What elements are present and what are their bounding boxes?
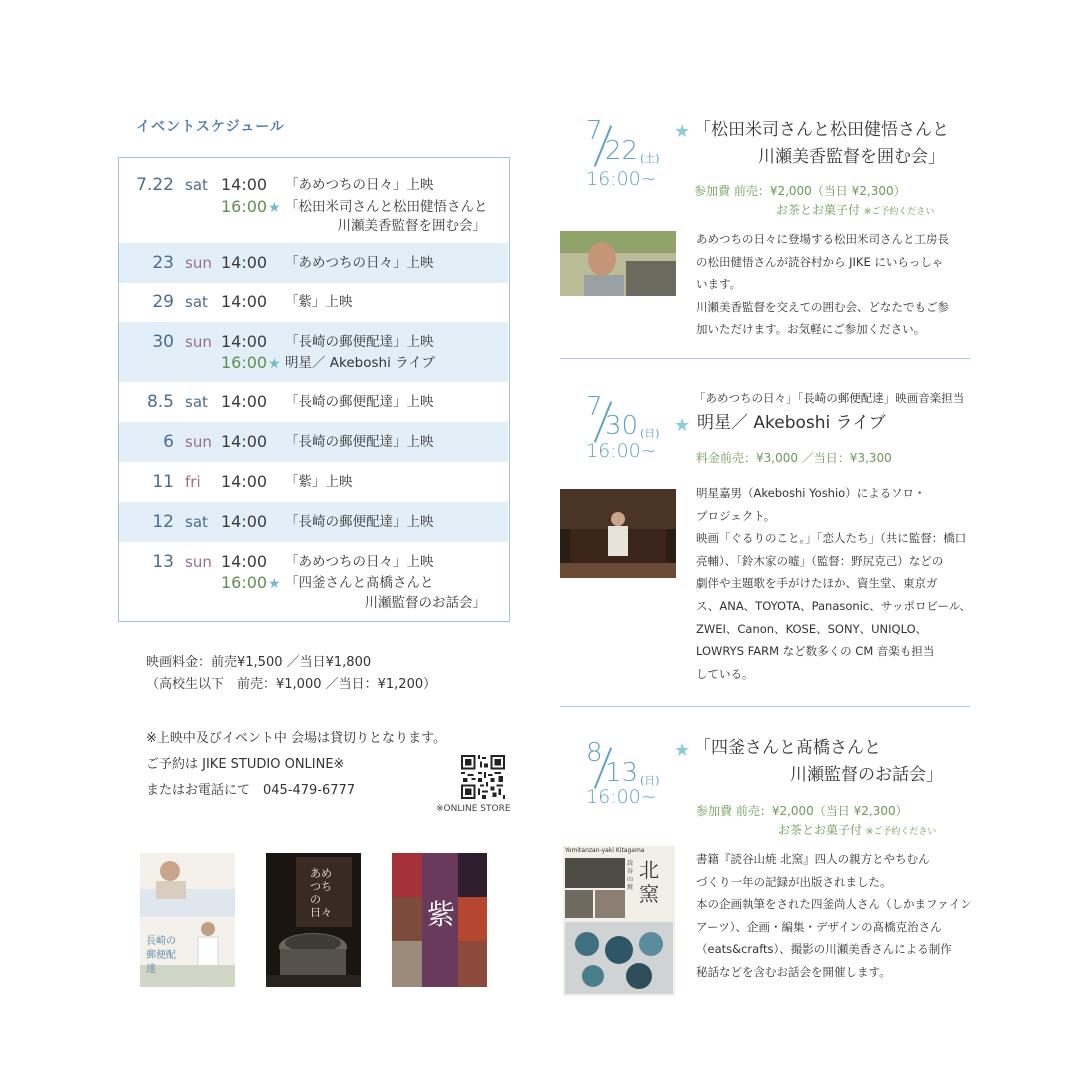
row-date: 29	[152, 292, 174, 312]
body-line: 映画「ぐるりのこと。」「恋人たち」（共に監督：橋口	[696, 531, 967, 546]
row-time: 14:00	[221, 552, 268, 571]
fee-extra: お茶とお菓子付	[778, 823, 863, 837]
event-subtitle: 「あめつちの日々」「長崎の郵便配達」映画音楽担当	[694, 391, 965, 405]
body-line: 書籍『読谷山焼 北窯』四人の親方とやちむん	[696, 852, 930, 866]
row-title: 「紫」上映	[285, 474, 353, 490]
event-time: 16:00~	[586, 440, 657, 462]
book-label: Yomitanzan-yaki Kitagama	[565, 847, 645, 854]
row-title: 「紫」上映	[285, 294, 353, 310]
event-day: 13	[605, 758, 639, 788]
schedule-row	[119, 158, 508, 243]
row-title: 「あめつちの日々」上映	[285, 255, 434, 271]
row-day: sat	[185, 293, 208, 311]
row-day: sat	[185, 176, 208, 194]
event-title-line: 「松田米司さんと松田健悟さんと	[694, 120, 949, 140]
event-fee-extra	[776, 201, 934, 218]
row-title: 「あめつちの日々」上映	[285, 177, 434, 193]
body-line: ス、ANA、TOYOTA、Panasonic、サッポロビール、	[696, 598, 971, 613]
event-month: 7	[586, 116, 603, 146]
book-subtitle: 読谷山焼	[627, 860, 634, 891]
event-fee: 参加費 前売：¥2,000（当日 ¥2,300）	[696, 804, 908, 818]
body-line: あめつちの日々に登場する松田米司さんと工房長	[696, 232, 949, 246]
body-line: 秘話などを含むお話会を開催します。	[696, 964, 891, 979]
body-line: 加いただけます。お気軽にご参加ください。	[696, 322, 926, 337]
row-title-line2: 川瀬監督のお話会」	[364, 595, 486, 611]
star-icon: ★	[674, 740, 691, 761]
event-date	[586, 116, 676, 196]
row-title: 「長崎の郵便配達」上映	[285, 334, 434, 350]
row-date: 8.5	[146, 392, 174, 412]
row-time: 14:00	[221, 512, 268, 531]
event-fee: 参加費 前売：¥2,000（当日 ¥2,300）	[694, 184, 906, 198]
row-day: sat	[185, 393, 208, 411]
body-line: 本の企画執筆をされた四釜尚人さん（しかまファイン	[696, 897, 972, 912]
event-time: 16:00~	[586, 168, 657, 190]
row-time: 14:00	[221, 432, 268, 451]
schedule-table	[118, 157, 510, 622]
row-date: 23	[152, 253, 174, 273]
section-divider	[560, 358, 970, 359]
reservation-notes	[146, 726, 446, 804]
event-weekday: (土)	[640, 152, 660, 165]
row-title-line2: 川瀬美香監督を囲む会」	[337, 218, 486, 234]
note-line: またはお電話にて 045-479-6777	[146, 783, 356, 798]
row-date: 12	[152, 512, 174, 532]
event-body	[696, 228, 949, 341]
photo-matsuda	[560, 231, 676, 296]
note-line: ご予約は JIKE STUDIO ONLINE※	[146, 757, 345, 772]
body-line: 亮輔）、「鈴木家の嘘」（監督：野尻克己）などの	[696, 553, 944, 568]
event-date	[586, 738, 676, 818]
row-time: 14:00	[221, 292, 268, 311]
price-line: 映画料金：前売¥1,500 ／当日¥1,800	[146, 655, 372, 670]
row-date: 11	[152, 472, 174, 492]
event-title-line: 川瀬美香監督を囲む会」	[758, 147, 945, 167]
event-title: 明星／ Akeboshi ライブ	[697, 413, 886, 433]
schedule-row	[119, 322, 508, 382]
event-title	[694, 735, 943, 789]
row-time: 16:00	[221, 573, 268, 592]
body-line: ZWEI、Canon、KOSE、SONY、UNIQLO、	[696, 621, 928, 636]
schedule-row	[119, 502, 508, 542]
row-day: sun	[185, 333, 212, 351]
row-day: sat	[185, 513, 208, 531]
body-line: の松田健悟さんが読谷村から JIKE にいらっしゃ	[696, 254, 944, 269]
event-title-line: 「四釜さんと髙橋さんと	[694, 738, 881, 758]
row-time: 14:00	[221, 392, 268, 411]
body-line: づくり一年の記録が出版されました。	[696, 874, 892, 889]
row-title: 「長崎の郵便配達」上映	[285, 394, 434, 410]
event-title-line: 川瀬監督のお話会」	[790, 765, 943, 785]
row-title: 「四釜さんと髙橋さんと	[285, 575, 434, 591]
event-body	[696, 848, 972, 984]
row-date: 13	[152, 552, 174, 572]
row-time: 14:00	[221, 332, 268, 351]
row-date: 6	[163, 432, 174, 452]
body-line: います。	[696, 277, 742, 292]
schedule-row	[119, 283, 508, 322]
fee-extra: お茶とお菓子付	[776, 203, 861, 217]
row-time: 16:00	[221, 353, 268, 372]
body-line: 川瀬美香監督を交えての囲む会、どなたでもご参	[696, 299, 949, 314]
row-time: 14:00	[221, 175, 268, 194]
event-day: 22	[605, 136, 639, 166]
schedule-row	[119, 422, 508, 462]
row-time: 14:00	[221, 472, 268, 491]
poster-nagasaki[interactable]	[140, 853, 235, 987]
schedule-row	[119, 382, 508, 422]
star-icon: ★	[674, 121, 691, 142]
photo-akeboshi	[560, 489, 676, 578]
body-line: LOWRYS FARM など数多くの CM 音楽も担当	[696, 644, 935, 659]
star-icon: ★	[674, 415, 691, 436]
event-fee-extra	[778, 821, 936, 838]
row-time: 14:00	[221, 253, 268, 272]
fee-note: ※ご予約ください	[865, 827, 937, 837]
row-date: 30	[152, 332, 174, 352]
poster-title: 紫	[426, 898, 455, 931]
price-line: （高校生以下 前売：¥1,000 ／当日：¥1,200）	[146, 677, 437, 692]
row-time: 16:00	[221, 197, 268, 216]
poster-murasaki[interactable]	[392, 853, 487, 987]
star-icon: ★	[268, 576, 281, 592]
event-title	[694, 117, 949, 171]
schedule-heading: イベントスケジュール	[136, 119, 286, 135]
row-day: sun	[185, 254, 212, 272]
event-date	[586, 392, 676, 472]
event-day: 30	[605, 411, 639, 441]
qr-code-icon[interactable]	[461, 755, 505, 799]
note-line: ※上映中及びイベント中 会場は貸切りとなります。	[146, 731, 446, 746]
row-date: 7.22	[136, 175, 174, 195]
event-weekday: (日)	[640, 427, 660, 440]
event-weekday: (日)	[640, 774, 660, 787]
section-divider	[560, 706, 970, 707]
book-title: 北窯	[639, 858, 659, 906]
row-day: fri	[185, 473, 201, 491]
event-time: 16:00~	[586, 786, 657, 808]
body-line: プロジェクト。	[696, 508, 776, 523]
poster-ametsuchi[interactable]	[266, 853, 361, 987]
poster-title: 長崎の郵便配達	[146, 936, 176, 975]
poster-title: あめつちの日々	[310, 867, 332, 919]
body-line: している。	[696, 666, 754, 681]
book-cover-kitagama	[563, 846, 675, 996]
row-title: 明星／ Akeboshi ライブ	[285, 355, 435, 371]
star-icon: ★	[268, 356, 281, 372]
body-line: 劇伴や主題歌を手がけたほか、資生堂、東京ガ	[696, 576, 938, 591]
row-day: sun	[185, 553, 212, 571]
event-body	[696, 482, 971, 685]
body-line: （eats&crafts）、撮影の川瀬美香さんによる制作	[696, 942, 952, 957]
row-title: 「あめつちの日々」上映	[285, 554, 434, 570]
body-line: 明星嘉男（Akeboshi Yoshio）によるソロ・	[696, 486, 926, 500]
row-title: 「長崎の郵便配達」上映	[285, 514, 434, 530]
body-line: アーツ）、企画・編集・デザインの髙橋克治さん	[696, 919, 942, 934]
schedule-row	[119, 542, 508, 620]
qr-label: ※ONLINE STORE	[436, 804, 511, 814]
row-title: 「松田米司さんと松田健悟さんと	[285, 199, 488, 215]
event-fee: 料金前売：¥3,000 ／当日：¥3,300	[696, 451, 892, 465]
row-day: sun	[185, 433, 212, 451]
event-month: 7	[586, 392, 603, 422]
fee-note: ※ご予約ください	[863, 207, 935, 217]
movie-prices	[146, 652, 436, 696]
schedule-row	[119, 462, 508, 502]
star-icon: ★	[268, 200, 281, 216]
schedule-row	[119, 243, 508, 283]
row-title: 「長崎の郵便配達」上映	[285, 434, 434, 450]
event-month: 8	[586, 738, 603, 768]
